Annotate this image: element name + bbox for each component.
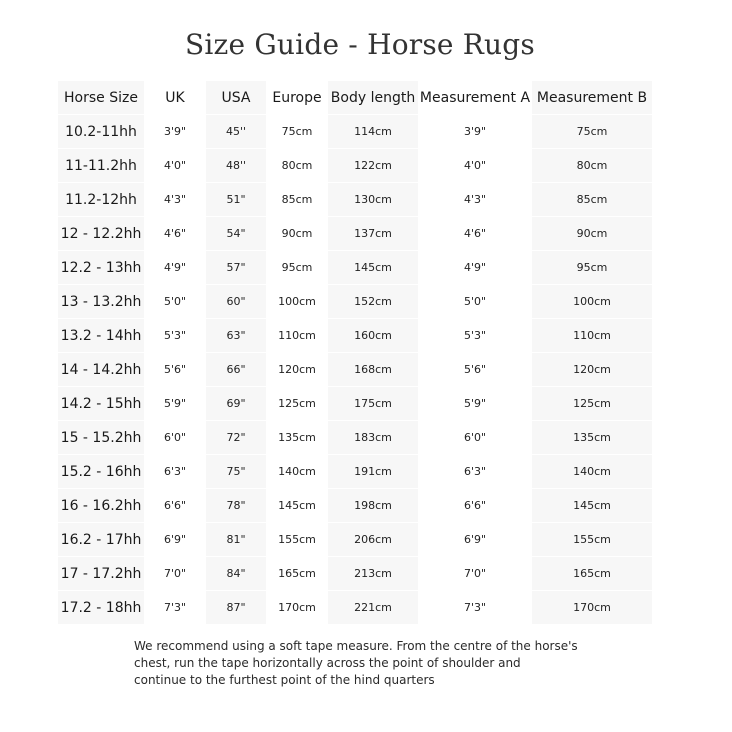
cell-horse-size: 11-11.2hh [58,148,144,182]
header-measurement-b: Measurement B [532,81,652,114]
cell-uk: 6'9" [144,522,206,556]
cell-measurement-b: 95cm [532,250,652,284]
cell-measurement-b: 125cm [532,386,652,420]
cell-body-length: 213cm [328,556,418,590]
header-body-length: Body length [328,81,418,114]
cell-europe: 95cm [266,250,328,284]
cell-measurement-a: 5'9" [418,386,532,420]
cell-body-length: 130cm [328,182,418,216]
cell-measurement-b: 135cm [532,420,652,454]
cell-measurement-b: 155cm [532,522,652,556]
cell-uk: 3'9" [144,114,206,148]
cell-measurement-a: 3'9" [418,114,532,148]
cell-measurement-b: 140cm [532,454,652,488]
cell-body-length: 191cm [328,454,418,488]
cell-uk: 4'3" [144,182,206,216]
cell-usa: 66" [206,352,266,386]
instruction-line: continue to the furthest point of the hind quarters [134,673,435,687]
cell-usa: 81" [206,522,266,556]
cell-body-length: 160cm [328,318,418,352]
cell-usa: 84" [206,556,266,590]
cell-measurement-a: 6'3" [418,454,532,488]
cell-usa: 45'' [206,114,266,148]
cell-measurement-b: 85cm [532,182,652,216]
cell-uk: 6'6" [144,488,206,522]
cell-usa: 51" [206,182,266,216]
cell-horse-size: 15.2 - 16hh [58,454,144,488]
cell-body-length: 137cm [328,216,418,250]
cell-usa: 60" [206,284,266,318]
cell-body-length: 145cm [328,250,418,284]
instruction-line: chest, run the tape horizontally across the point of shoulder and [134,656,521,670]
cell-measurement-a: 4'3" [418,182,532,216]
cell-horse-size: 17.2 - 18hh [58,590,144,624]
cell-measurement-b: 145cm [532,488,652,522]
cell-uk: 4'6" [144,216,206,250]
cell-uk: 4'9" [144,250,206,284]
cell-uk: 5'3" [144,318,206,352]
table-row [58,420,652,454]
cell-usa: 63" [206,318,266,352]
cell-usa: 75" [206,454,266,488]
cell-measurement-b: 80cm [532,148,652,182]
cell-usa: 48'' [206,148,266,182]
cell-horse-size: 12 - 12.2hh [58,216,144,250]
cell-measurement-b: 100cm [532,284,652,318]
page-title: Size Guide - Horse Rugs [185,28,535,61]
cell-horse-size: 17 - 17.2hh [58,556,144,590]
cell-body-length: 221cm [328,590,418,624]
cell-europe: 155cm [266,522,328,556]
instruction-line: We recommend using a soft tape measure. From the centre of the horse's [134,639,578,653]
cell-body-length: 122cm [328,148,418,182]
size-guide-table [58,81,652,624]
table-row [58,522,652,556]
table-row [58,352,652,386]
table-row [58,182,652,216]
cell-europe: 80cm [266,148,328,182]
cell-europe: 75cm [266,114,328,148]
measuring-instructions [134,638,614,689]
cell-measurement-a: 7'3" [418,590,532,624]
cell-usa: 69" [206,386,266,420]
cell-measurement-a: 6'6" [418,488,532,522]
table-row [58,454,652,488]
cell-measurement-a: 6'0" [418,420,532,454]
cell-europe: 140cm [266,454,328,488]
cell-horse-size: 11.2-12hh [58,182,144,216]
cell-europe: 165cm [266,556,328,590]
cell-europe: 145cm [266,488,328,522]
cell-body-length: 114cm [328,114,418,148]
cell-measurement-a: 4'0" [418,148,532,182]
cell-europe: 85cm [266,182,328,216]
table-row [58,488,652,522]
cell-uk: 5'6" [144,352,206,386]
cell-usa: 78" [206,488,266,522]
cell-horse-size: 14.2 - 15hh [58,386,144,420]
header-measurement-a: Measurement A [418,81,532,114]
cell-usa: 54" [206,216,266,250]
table-header-row [58,81,652,114]
cell-usa: 72" [206,420,266,454]
cell-measurement-a: 4'6" [418,216,532,250]
cell-uk: 7'3" [144,590,206,624]
cell-horse-size: 14 - 14.2hh [58,352,144,386]
table-row [58,386,652,420]
cell-europe: 110cm [266,318,328,352]
cell-horse-size: 12.2 - 13hh [58,250,144,284]
cell-horse-size: 13.2 - 14hh [58,318,144,352]
cell-measurement-a: 6'9" [418,522,532,556]
cell-measurement-a: 7'0" [418,556,532,590]
header-uk: UK [144,81,206,114]
table-row [58,216,652,250]
cell-measurement-b: 170cm [532,590,652,624]
cell-body-length: 175cm [328,386,418,420]
table-row [58,148,652,182]
cell-measurement-a: 5'6" [418,352,532,386]
cell-uk: 7'0" [144,556,206,590]
cell-europe: 170cm [266,590,328,624]
table-row [58,318,652,352]
table-row [58,114,652,148]
header-europe: Europe [266,81,328,114]
table-row [58,590,652,624]
cell-usa: 87" [206,590,266,624]
cell-body-length: 198cm [328,488,418,522]
table-row [58,284,652,318]
cell-uk: 4'0" [144,148,206,182]
cell-europe: 100cm [266,284,328,318]
cell-measurement-a: 5'0" [418,284,532,318]
cell-measurement-b: 90cm [532,216,652,250]
cell-measurement-b: 120cm [532,352,652,386]
cell-horse-size: 13 - 13.2hh [58,284,144,318]
cell-horse-size: 15 - 15.2hh [58,420,144,454]
cell-horse-size: 16.2 - 17hh [58,522,144,556]
header-usa: USA [206,81,266,114]
cell-usa: 57" [206,250,266,284]
cell-europe: 135cm [266,420,328,454]
cell-measurement-b: 110cm [532,318,652,352]
table-row [58,556,652,590]
cell-body-length: 168cm [328,352,418,386]
table-row [58,250,652,284]
cell-europe: 120cm [266,352,328,386]
cell-europe: 125cm [266,386,328,420]
cell-measurement-a: 5'3" [418,318,532,352]
cell-uk: 6'0" [144,420,206,454]
cell-horse-size: 16 - 16.2hh [58,488,144,522]
cell-measurement-b: 75cm [532,114,652,148]
cell-body-length: 206cm [328,522,418,556]
cell-europe: 90cm [266,216,328,250]
cell-uk: 6'3" [144,454,206,488]
cell-measurement-a: 4'9" [418,250,532,284]
cell-uk: 5'0" [144,284,206,318]
cell-measurement-b: 165cm [532,556,652,590]
cell-body-length: 183cm [328,420,418,454]
cell-uk: 5'9" [144,386,206,420]
cell-body-length: 152cm [328,284,418,318]
header-horse-size: Horse Size [58,81,144,114]
cell-horse-size: 10.2-11hh [58,114,144,148]
